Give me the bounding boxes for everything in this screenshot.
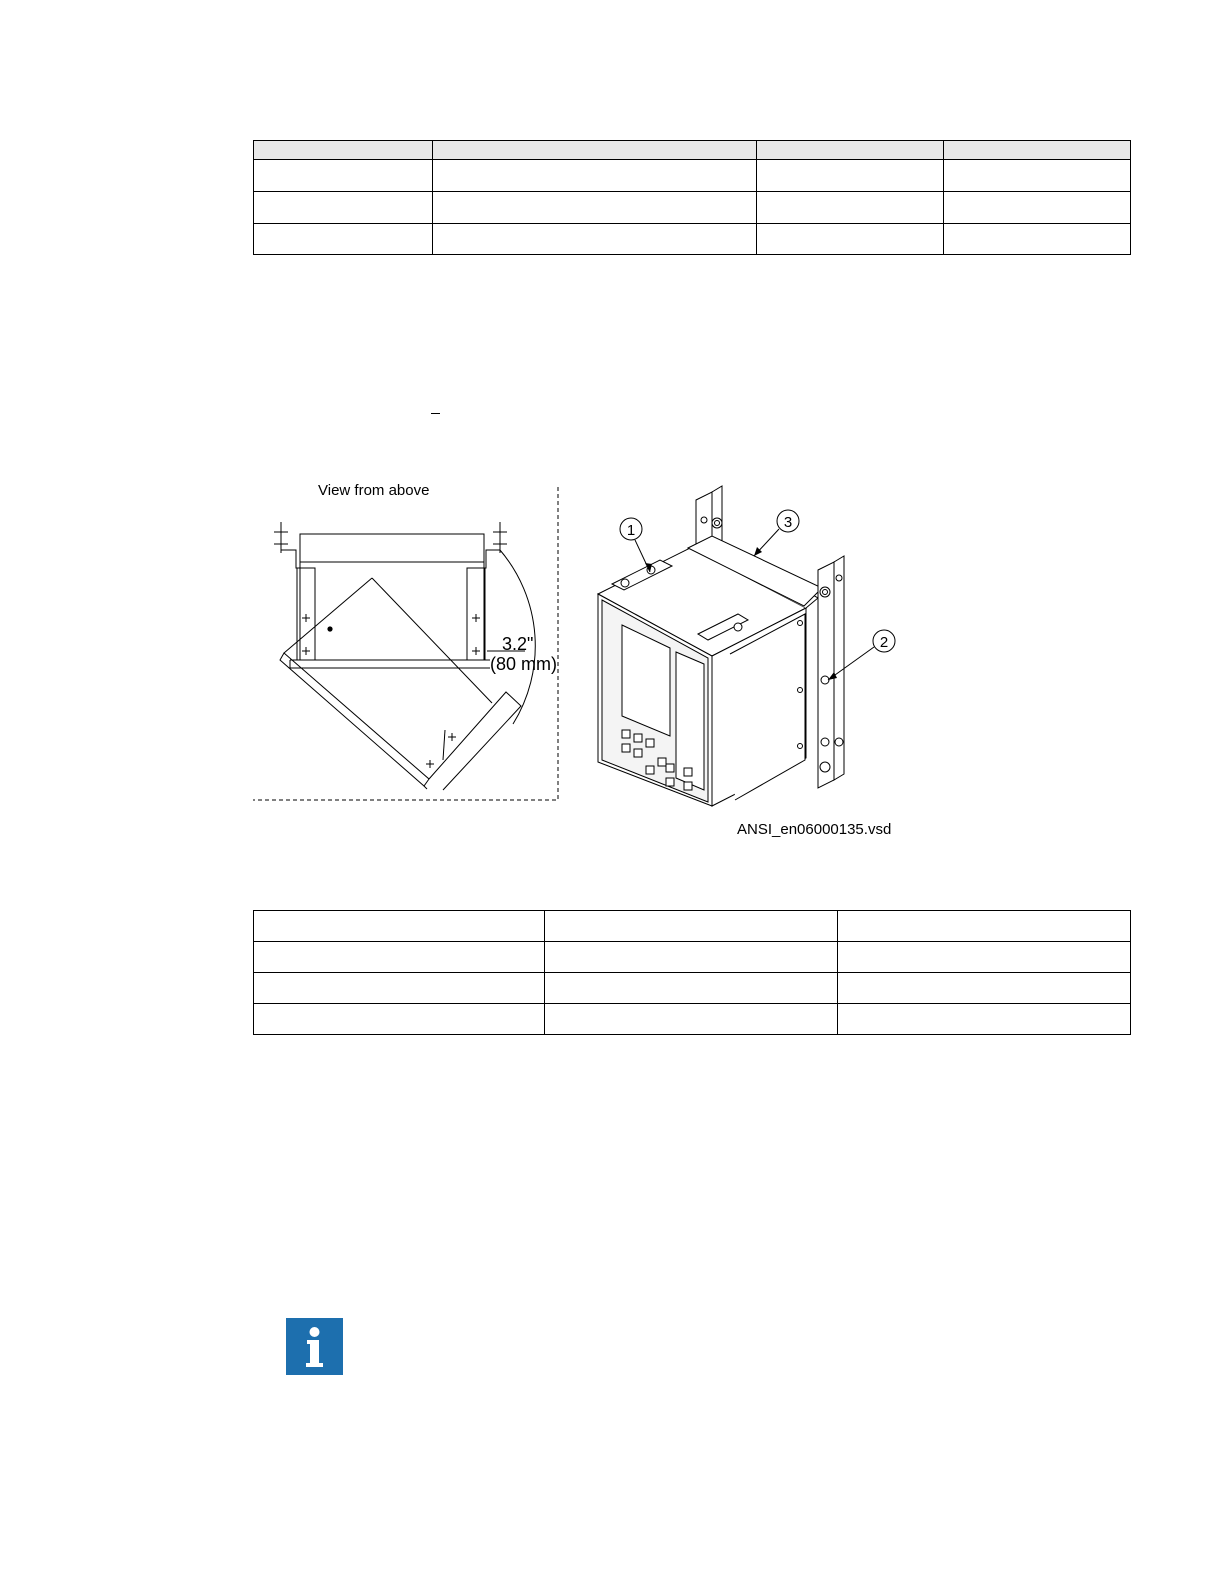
view-label: View from above — [318, 482, 430, 499]
callout-3 — [754, 510, 799, 556]
table-cell — [545, 973, 838, 1004]
callout-1 — [620, 518, 652, 572]
table-cell — [838, 911, 1131, 942]
table-row — [254, 942, 1131, 973]
case-body-closed — [290, 562, 490, 668]
table-row — [254, 1004, 1131, 1035]
table-row — [254, 973, 1131, 1004]
table-row — [254, 911, 1131, 942]
svg-text:1: 1 — [626, 522, 636, 539]
table-cell — [545, 1004, 838, 1035]
table-cell — [254, 973, 545, 1004]
table-cell — [254, 1004, 545, 1035]
dimension-inch-label: 3.2" — [502, 634, 534, 654]
hinge-point — [327, 626, 332, 631]
table-cell — [838, 942, 1131, 973]
table-cell — [838, 1004, 1131, 1035]
figure-file-name: ANSI_en06000135.vsd — [737, 821, 892, 838]
table-cell — [545, 911, 838, 942]
svg-text:3: 3 — [783, 514, 793, 531]
table-cell — [254, 942, 545, 973]
svg-text:2: 2 — [879, 634, 889, 651]
table-cell — [838, 973, 1131, 1004]
front-mounting-rail — [818, 556, 844, 788]
info-icon — [286, 1318, 343, 1375]
case-top-outline — [300, 534, 484, 562]
dimension-mm-label: (80 mm) — [490, 654, 557, 674]
table-cell — [254, 911, 545, 942]
table-cell — [545, 942, 838, 973]
table-bottom — [253, 910, 1131, 1035]
